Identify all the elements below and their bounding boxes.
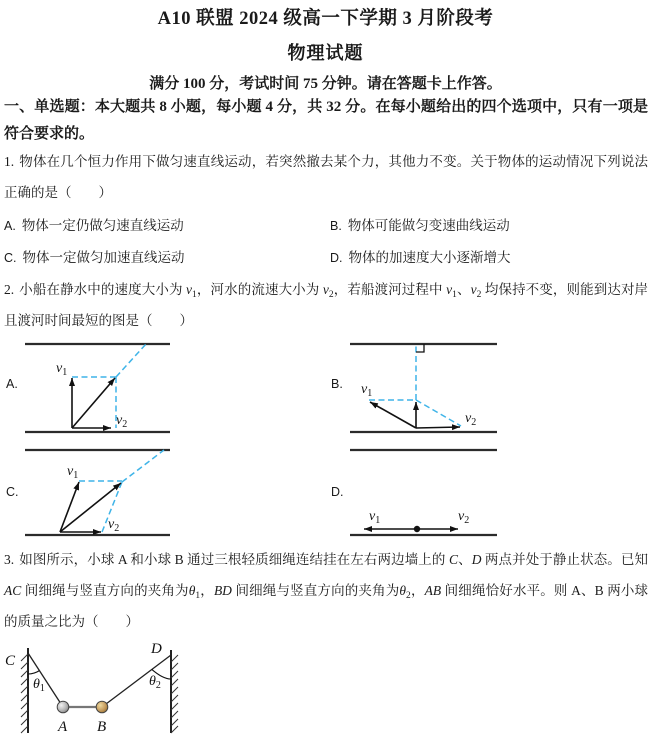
q1-option-c-label: C. <box>4 251 17 265</box>
question-3-text-part: 间细绳恰好水平。则 A、B 两小球的质量之比为（ ） <box>4 583 649 629</box>
var-v-sub2: 2 <box>476 290 482 300</box>
var-AB: AB <box>424 583 442 598</box>
q1-option-b-label: B. <box>330 219 342 233</box>
question-2-text-part: 、 <box>456 282 471 297</box>
var-BD: BD <box>213 583 232 598</box>
q2-diagram-a-label: A. <box>6 377 18 391</box>
angle-arc-theta1 <box>28 671 39 674</box>
q2-diagram-c <box>0 445 325 540</box>
q2-diagram-a <box>0 337 325 441</box>
q2-diagram-cell-b <box>325 337 651 441</box>
v2-label: $v_2$ <box>458 509 470 526</box>
ball-B-label: B <box>97 719 107 735</box>
exam-info: 满分 100 分，考试时间 75 分钟。请在答题卡上作答。 <box>149 76 502 92</box>
var-v: v <box>322 282 329 297</box>
q2-diagram-cell-a <box>0 337 325 441</box>
v2-arrow <box>416 427 460 428</box>
v2-label: $v_2$ <box>116 413 128 430</box>
question-1-text: 物体在几个恒力作用下做匀速直线运动，若突然撤去某个力，其他力不变。关于物体的运动情况下列说法正确的是（ ） <box>4 154 648 200</box>
q1-option-a-text: 物体一定仍做匀速直线运动 <box>21 218 184 233</box>
question-2-text-part: 小船在静水中的速度大小为 <box>19 282 187 297</box>
var-theta: θ <box>399 583 407 598</box>
question-3-text-part: 间细绳与竖直方向的夹角为 <box>231 583 400 598</box>
construction-dashed-lines <box>79 450 164 532</box>
v1-label: $v_1$ <box>56 361 68 378</box>
var-v-sub2: 2 <box>328 290 334 300</box>
question-2 <box>4 274 648 336</box>
q2-diagram-row-2 <box>0 445 651 540</box>
var-theta: θ <box>188 583 196 598</box>
q1-option-b-text: 物体可能做匀变速曲线运动 <box>347 218 510 233</box>
wall-point-D-label: D <box>151 641 162 657</box>
page-title: A10 联盟 2024 级高一下学期 3 月阶段考 <box>157 9 494 29</box>
ball-A <box>57 701 69 713</box>
question-3-text-part: ， <box>200 583 214 598</box>
q1-option-d <box>330 242 511 274</box>
question-3-text-part: 、 <box>457 552 472 567</box>
v2-label: $v_2$ <box>465 411 477 428</box>
q3-figure <box>0 640 200 735</box>
question-3-text-part: 间细绳与竖直方向的夹角为 <box>21 583 189 598</box>
question-3-text-part: ， <box>410 583 425 598</box>
q1-option-c <box>4 242 185 274</box>
var-C: C <box>448 552 458 567</box>
var-v: v <box>446 282 453 297</box>
ball-A-label: A <box>58 719 68 735</box>
var-v-sub1: 1 <box>452 290 457 300</box>
q2-diagram-c-label: C. <box>6 485 19 499</box>
theta2-label: $\theta_2$ <box>149 674 161 691</box>
question-1-number: 1. <box>4 154 15 169</box>
construction-dashed-lines <box>369 344 461 426</box>
q2-diagram-d-label: D. <box>331 485 344 499</box>
q2-diagram-cell-c <box>0 445 325 540</box>
v1-label: $v_1$ <box>369 509 381 526</box>
question-1 <box>4 146 648 208</box>
right-angle-mark <box>416 344 424 352</box>
var-v: v <box>470 282 477 297</box>
var-theta-sub2: 2 <box>406 591 411 601</box>
boat-point <box>414 526 420 532</box>
resultant-arrow <box>72 378 115 428</box>
question-2-number: 2. <box>4 282 15 297</box>
question-2-text-part: ，若船渡河过程中 <box>333 282 447 297</box>
q2-diagram-b <box>325 337 651 441</box>
v1-label: $v_1$ <box>67 464 79 481</box>
var-v-sub1: 1 <box>192 290 197 300</box>
q2-diagram-row-1 <box>0 337 651 441</box>
section-header: 一、单选题：本大题共 8 小题，每小题 4 分，共 32 分。在每小题给出的四个选项中，只有一项是符合要求的。 <box>4 99 648 142</box>
wall-point-C-label: C <box>5 653 16 669</box>
question-3-text-part: 如图所示，小球 A 和小球 B 通过三根轻质细绳连结挂在左右两边墙上的 <box>19 552 449 567</box>
q2-diagram-d <box>325 445 651 540</box>
right-wall-hatching <box>171 655 178 733</box>
theta1-label: $\theta_1$ <box>33 677 45 694</box>
ball-B <box>96 701 108 713</box>
q1-option-d-text: 物体的加速度大小逐渐增大 <box>348 250 511 265</box>
v1-label: $v_1$ <box>361 382 373 399</box>
question-2-text-part: ，河水的流速大小为 <box>196 282 323 297</box>
q1-option-a <box>4 210 184 242</box>
v1-arrow <box>370 402 416 428</box>
q1-option-a-label: A. <box>4 219 16 233</box>
question-3-text-part: 两点并处于静止状态。已知 <box>481 552 648 567</box>
var-AC: AC <box>4 583 22 598</box>
q1-option-b <box>330 210 510 242</box>
question-3 <box>4 544 648 637</box>
left-wall-hatching <box>21 654 28 733</box>
q1-option-c-text: 物体一定做匀加速直线运动 <box>22 250 185 265</box>
q2-diagram-cell-d <box>325 445 651 540</box>
page-subtitle: 物理试题 <box>287 43 364 63</box>
v2-label: $v_2$ <box>108 517 120 534</box>
question-2-text-part: 均保持不变，则能到达对岸且渡河时间最短的图是（ ） <box>4 282 649 328</box>
var-theta-sub1: 1 <box>195 591 201 601</box>
q2-diagram-b-label: B. <box>331 377 343 391</box>
question-3-number: 3. <box>4 552 15 567</box>
var-D: D <box>471 552 482 567</box>
q1-option-d-label: D. <box>330 251 343 265</box>
var-v: v <box>186 282 193 297</box>
